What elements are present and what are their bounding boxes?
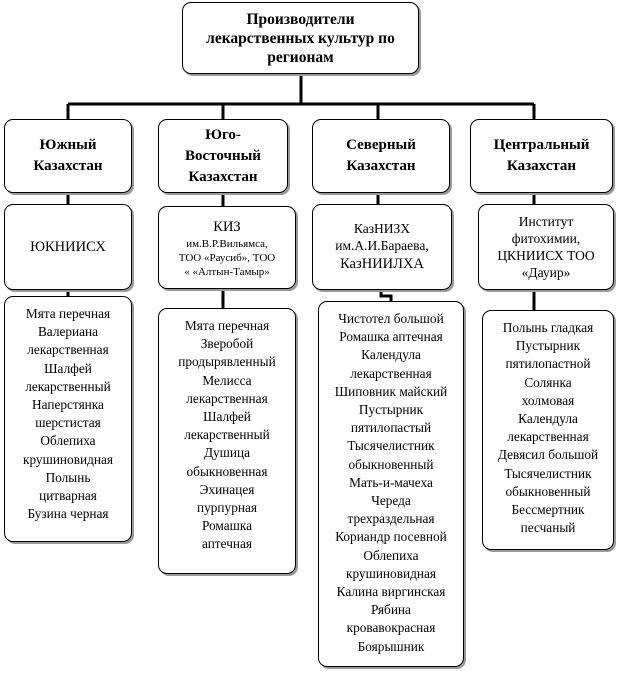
- crop-item: лекарственная: [507, 429, 589, 445]
- org-box-central: [478, 204, 614, 290]
- crop-item: крушиновидная: [23, 451, 113, 467]
- crop-item: Полынь гладкая: [502, 320, 594, 335]
- diagram-title-box: [182, 2, 419, 74]
- org-label: Институт: [518, 214, 574, 229]
- region-box-north: [312, 119, 450, 193]
- crop-item: лекарственная: [27, 342, 109, 358]
- org-label: им.А.И.Бараева,: [335, 238, 429, 253]
- crop-item: Кориандр посевной: [335, 529, 447, 545]
- crop-item: крушиновидная: [346, 565, 436, 581]
- org-label: ЦКНИИСХ ТОО: [497, 248, 595, 263]
- crop-item: Душица: [203, 445, 251, 461]
- crop-item: Валериана: [37, 324, 99, 340]
- crop-item: аптечная: [201, 536, 253, 552]
- crop-item: Солянка: [524, 374, 572, 390]
- crop-item: Пустырник: [358, 402, 424, 418]
- org-label: ЮКНИИСХ: [30, 239, 106, 255]
- crop-item: Мята перечная: [184, 318, 270, 333]
- crop-item: шерстистая: [35, 415, 101, 431]
- crop-item: Тысячелистник: [347, 438, 435, 454]
- crop-item: Эхинацея: [199, 481, 255, 497]
- crop-item: Полынь: [45, 469, 91, 485]
- crop-item: Мелисса: [202, 372, 252, 388]
- crops-box-north: [318, 301, 464, 667]
- org-label: «Дауир»: [521, 265, 571, 280]
- org-label: ТОО «Раусиб», ТОО: [178, 251, 276, 264]
- region-label: Казахстан: [33, 158, 103, 174]
- crop-item: лекарственный: [184, 427, 270, 443]
- crop-item: Облепиха: [363, 547, 419, 563]
- crop-item: Ромашка аптечная: [339, 329, 443, 345]
- region-box-central: [470, 119, 613, 193]
- crop-item: Бузина черная: [27, 506, 109, 522]
- org-label: фитохимии,: [511, 231, 581, 246]
- org-box-south: [4, 204, 132, 290]
- region-label: Казахстан: [346, 158, 416, 174]
- region-box-south-east: [158, 119, 288, 193]
- crop-item: обыкновенная: [186, 463, 268, 479]
- crop-item: пурпурная: [197, 500, 257, 516]
- crop-item: Календула: [518, 411, 578, 427]
- region-label: Восточный: [185, 147, 261, 164]
- crop-item: пятилопастной: [505, 356, 591, 372]
- crops-box-central: [482, 310, 614, 550]
- crop-item: Череда: [371, 493, 411, 509]
- crop-item: Мята перечная: [25, 306, 111, 321]
- region-label: Казахстан: [506, 158, 577, 174]
- crop-item: Чистотел большой: [338, 311, 444, 326]
- crop-item: Пустырник: [515, 338, 581, 354]
- crop-item: Рябина: [371, 602, 411, 618]
- crop-item: Мать-и-мачеха: [349, 474, 433, 490]
- crop-item: Бессмертник: [511, 502, 585, 518]
- crop-item: лекарственная: [186, 390, 268, 406]
- crop-item: Ромашка: [201, 518, 253, 534]
- crop-item: Калина виргинская: [336, 584, 446, 600]
- crop-item: лекарственная: [350, 365, 432, 381]
- crop-item: Облепиха: [40, 433, 96, 449]
- org-box-south-east: [158, 206, 296, 289]
- crop-item: цитварная: [39, 488, 97, 504]
- crop-item: холмовая: [521, 392, 575, 408]
- crop-item: продырявленный: [178, 354, 276, 370]
- crop-item: обыкновенный: [348, 456, 434, 472]
- title-line: регионам: [267, 48, 334, 66]
- crop-item: кровавокрасная: [346, 620, 436, 636]
- region-label: Северный: [346, 137, 416, 153]
- crop-item: Календула: [361, 347, 421, 363]
- region-label: Южный: [39, 137, 97, 153]
- crop-item: Шалфей: [44, 360, 92, 376]
- crop-item: пятилопастый: [350, 420, 432, 436]
- crop-item: Наперстянка: [32, 397, 104, 413]
- crop-item: трехраздельная: [347, 511, 435, 527]
- crop-item: Зверобой: [200, 336, 254, 352]
- org-label: им.В.Р.Вильямса,: [186, 237, 268, 250]
- crop-item: песчаный: [520, 520, 576, 536]
- crop-item: Шиповник майский: [334, 383, 448, 399]
- region-box-south: [4, 119, 132, 193]
- crop-item: Тысячелистник: [504, 465, 592, 481]
- title-line: Производители: [246, 10, 355, 28]
- org-label: КИЗ: [213, 218, 241, 235]
- crop-item: Шалфей: [203, 409, 251, 425]
- crops-box-south-east: [158, 308, 296, 574]
- region-label: Юго-: [205, 126, 241, 143]
- crop-item: Боярышник: [357, 638, 425, 654]
- title-line: лекарственных культур по: [206, 29, 395, 47]
- org-label: КазНИИЛХА: [340, 256, 424, 272]
- crop-item: Девясил большой: [497, 447, 599, 463]
- crop-item: лекарственный: [25, 378, 111, 394]
- crops-box-south: [4, 296, 132, 542]
- org-box-north: [312, 204, 452, 290]
- org-label: « «Алтын-Тамыр»: [184, 265, 270, 278]
- region-label: Казахстан: [188, 168, 258, 185]
- crop-item: обыкновенный: [505, 483, 591, 499]
- org-label: КазНИЗХ: [353, 221, 411, 236]
- region-label: Центральный: [493, 137, 590, 153]
